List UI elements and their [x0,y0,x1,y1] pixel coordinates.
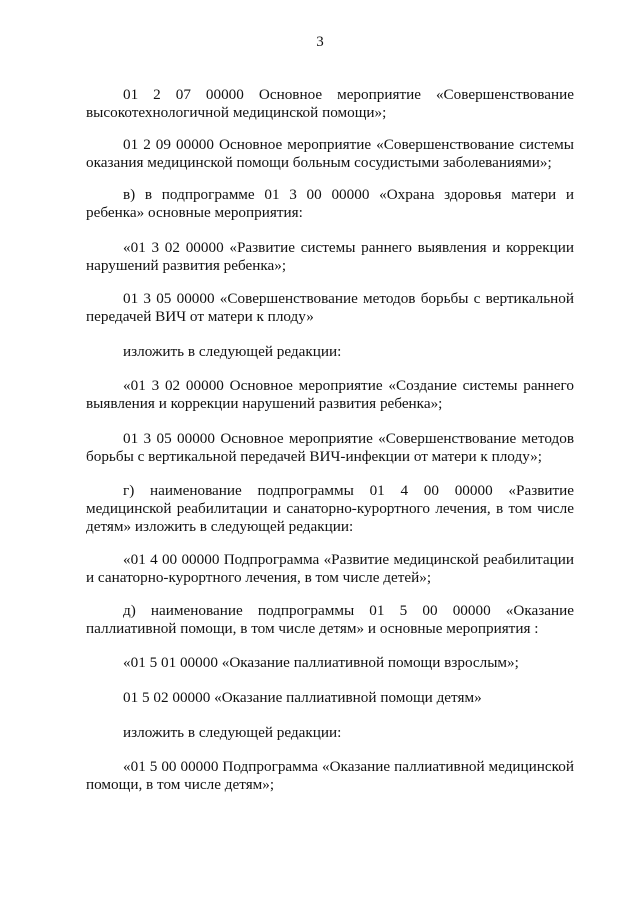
paragraph-10: «01 4 00 00000 Подпрограмма «Развитие медицинской реабилитации и санаторно-курортного лечения, в том числе детей»; [86,551,574,586]
paragraph-2: 01 2 09 00000 Основное мероприятие «Совершенствование системы оказания медицинской помощи больным сосудистыми заболеваниями»; [86,136,574,171]
paragraph-12: «01 5 01 00000 «Оказание паллиативной помощи взрослым»; [123,654,519,671]
paragraph-6: изложить в следующей редакции: [123,343,342,360]
paragraph-13: 01 5 02 00000 «Оказание паллиативной помощи детям» [123,689,482,706]
paragraph-8: 01 3 05 00000 Основное мероприятие «Совершенствование методов борьбы с вертикальной передачей ВИЧ-инфекции от матери к плоду»; [86,430,574,465]
page-number: 3 [316,34,324,50]
paragraph-1: 01 2 07 00000 Основное мероприятие «Совершенствование высокотехнологичной медицинской помощи»; [86,86,574,121]
paragraph-11: д) наименование подпрограммы 01 5 00 00000 «Оказание паллиативной помощи, в том числе детям» и основные мероприятия : [86,602,574,637]
paragraph-14: изложить в следующей редакции: [123,724,342,741]
paragraph-5: 01 3 05 00000 «Совершенствование методов борьбы с вертикальной передачей ВИЧ от матери к плоду» [86,290,574,325]
paragraph-9: г) наименование подпрограммы 01 4 00 00000 «Развитие медицинской реабилитации и санаторно-курортного лечения, в том числе детям» изложить в следующей редакции: [86,482,574,535]
paragraph-7: «01 3 02 00000 Основное мероприятие «Создание системы раннего выявления и коррекции нарушений развития ребенка»; [86,377,574,412]
paragraph-3: в) в подпрограмме 01 3 00 00000 «Охрана здоровья матери и ребенка» основные мероприятия: [86,186,574,221]
paragraph-15: «01 5 00 00000 Подпрограмма «Оказание паллиативной медицинской помощи, в том числе детям»; [86,758,574,793]
paragraph-4: «01 3 02 00000 «Развитие системы раннего выявления и коррекции нарушений развития ребенка»; [86,239,574,274]
